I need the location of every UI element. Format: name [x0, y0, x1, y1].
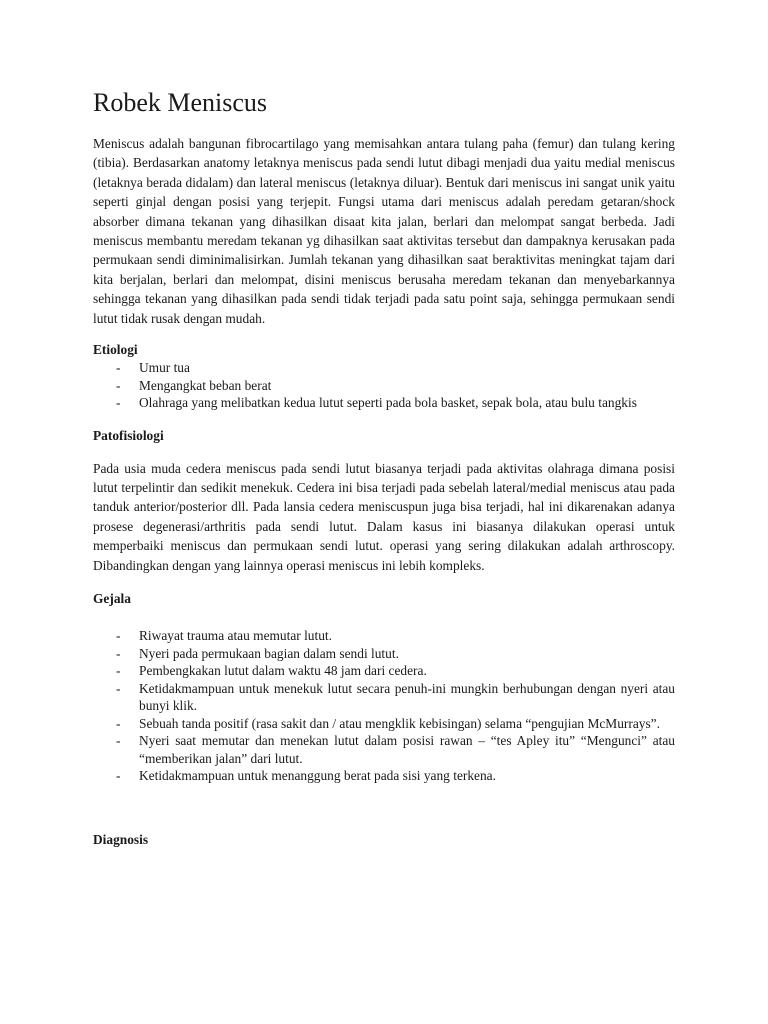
etiologi-heading: Etiologi [93, 342, 138, 358]
bullet-dash: - [116, 768, 121, 783]
diagnosis-heading: Diagnosis [93, 831, 149, 847]
list-item [93, 627, 675, 645]
etiologi-section [93, 340, 675, 412]
list-item-text: Nyeri saat memutar dan menekan lutut dalam posisi rawan – “tes Apley itu” “Mengunci” atau “memberikan jalan” dari lutut. [139, 733, 675, 766]
etiologi-list [93, 359, 675, 412]
list-item-text: Mengangkat beban berat [139, 377, 272, 393]
list-item-text: Sebuah tanda positif (rasa sakit dan / atau mengklik kebisingan) selama “pengujian McMurrays”. [139, 715, 660, 731]
bullet-dash: - [116, 715, 121, 731]
bullet-dash: - [116, 663, 121, 678]
bullet-dash: - [116, 395, 121, 411]
document-title: Robek Meniscus [93, 88, 268, 117]
list-item-text: Ketidakmampuan untuk menekuk lutut secara penuh-ini mungkin berhubungan dengan nyeri atau bunyi klik. [139, 680, 675, 713]
patofisiologi-paragraph: Pada usia muda cedera meniscus pada sendi lutut biasanya terjadi pada aktivitas olahraga dimana posisi lutut terpelintir dan sedikit menekuk. Cedera ini bisa terjadi pada sebelah lateral/medial meniscus atau pada tanduk anterior/posterior dll. Pada lansia cedera meniscuspun juga bisa terjadi, hal ini dikarenakan adanya prosese degenerasi/arthritis pada sendi lutut. Dalam kasus ini biasanya dilakukan operasi untuk memperbaiki meniscus dan permukaan sendi lutut. operasi yang sering dilakukan adalah arthroscopy. Dibandingkan dengan yang lainnya operasi meniscus ini lebih kompleks. [93, 460, 675, 573]
bullet-dash: - [116, 360, 121, 376]
list-item-text: Olahraga yang melibatkan kedua lutut seperti pada bola basket, sepak bola, atau bulu tangkis [139, 395, 637, 411]
bullet-dash: - [116, 733, 121, 748]
gejala-heading: Gejala [93, 591, 131, 606]
list-item [93, 359, 675, 377]
list-item-text: Umur tua [139, 360, 190, 376]
list-item-text: Ketidakmampuan untuk menanggung berat pada sisi yang terkena. [139, 768, 496, 783]
bullet-dash: - [116, 377, 121, 393]
list-item [93, 377, 675, 395]
list-item [93, 645, 675, 663]
list-item [93, 732, 675, 767]
list-item-text: Riwayat trauma atau memutar lutut. [139, 628, 332, 643]
bullet-dash: - [116, 645, 121, 661]
list-item [93, 767, 675, 785]
list-item [93, 662, 675, 680]
list-item-text: Pembengkakan lutut dalam waktu 48 jam dari cedera. [139, 663, 427, 678]
patofisiologi-heading: Patofisiologi [93, 427, 164, 443]
list-item [93, 715, 675, 733]
bullet-dash: - [116, 680, 121, 696]
list-item [93, 680, 675, 715]
list-item [93, 394, 675, 412]
list-item-text: Nyeri pada permukaan bagian dalam sendi lutut. [139, 645, 399, 661]
intro-paragraph: Meniscus adalah bangunan fibrocartilago yang memisahkan antara tulang paha (femur) dan tulang kering (tibia). Berdasarkan anatomy letaknya meniscus pada sendi lutut dibagi menjadi dua yaitu medial meniscus (letaknya berada didalam) dan lateral meniscus (letaknya diluar). Bentuk dari meniscus ini sangat unik yaitu seperti ginjal dengan posisi yang terjepit. Fungsi utama dari meniscus adalah peredam getaran/shock absorber dimana tekanan yang dihasilkan disaat kita jalan, berlari dan melompat sangat berbeda. Jadi meniscus membantu meredam tekanan yg dihasilkan saat aktivitas tersebut dan dampaknya kerusakan pada permukaan sendi diminimalisirkan. Jumlah tekanan yang dihasilkan saat beraktivitas meningkat tajam dari kita berjalan, berlari dan melompat, disini meniscus berusaha meredam tekanan dan menyebarkannya sehingga tekanan yang dihasilkan pada sendi tidak terjadi pada satu point saja, sehingga permukaan sendi lutut tidak rusak dengan mudah. [93, 136, 675, 326]
gejala-list [93, 627, 675, 785]
bullet-dash: - [116, 628, 121, 643]
